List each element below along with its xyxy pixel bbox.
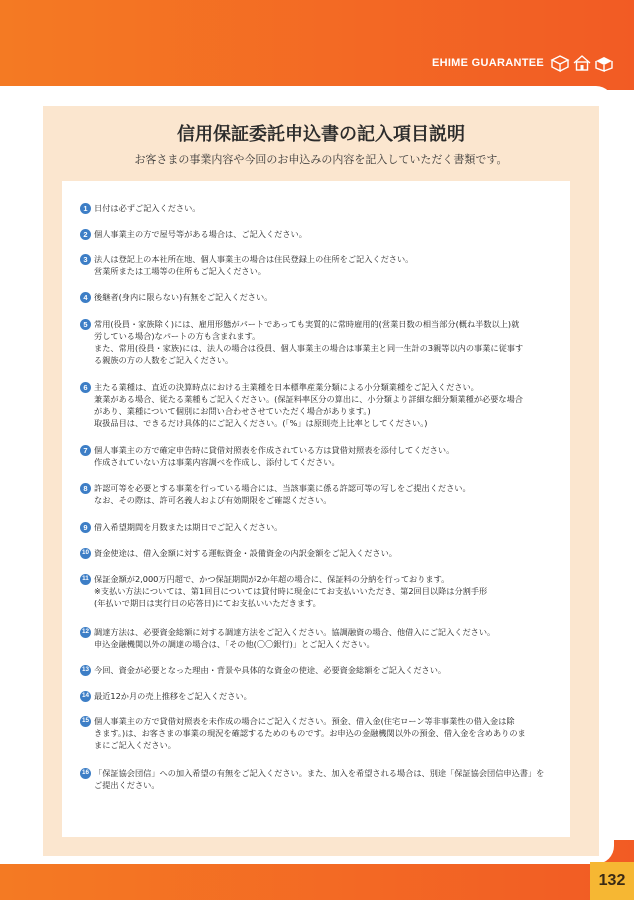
brand [432, 52, 614, 74]
item-line: 個人事業主の方で確定申告時に貸借対照表を作成されている方は貸借対照表を添付してください。 [94, 445, 455, 455]
building-icon [594, 54, 614, 72]
item-text [94, 547, 560, 559]
list-item [80, 715, 560, 751]
item-line: なお、その際は、許可名義人および有効期限をご確認ください。 [94, 495, 332, 505]
brand-icons [550, 54, 614, 72]
item-text [94, 291, 560, 303]
item-number-badge: 14 [80, 691, 91, 702]
item-number-badge: 1 [80, 203, 91, 214]
item-text [94, 253, 560, 277]
item-line: 営業所または工場等の住所もご記入ください。 [94, 266, 266, 276]
item-line: 後継者(身内に限らない)有無をご記入ください。 [94, 292, 273, 302]
list-item [80, 202, 560, 214]
list-item [80, 482, 560, 506]
item-line: 申込金融機関以外の調達の場合は、「その他(〇〇銀行)」とご記入ください。 [94, 639, 375, 649]
item-line: 日付は必ずご記入ください。 [94, 203, 201, 213]
item-line: 取扱品目は、できるだけ具体的にご記入ください。(「%」は原則売上比率としてください。) [94, 418, 428, 428]
item-number-badge: 6 [80, 382, 91, 393]
item-line: ご提出ください。 [94, 780, 160, 790]
page-subtitle: お客さまの事業内容や今回のお申込みの内容を記入していただく書類です。 [134, 153, 508, 166]
item-text [94, 444, 560, 468]
item-text [94, 690, 560, 702]
item-text [94, 318, 560, 366]
list-item [80, 664, 560, 676]
header-bar [0, 0, 634, 90]
page-title: 信用保証委託申込書の記入項目説明 [177, 124, 465, 145]
item-text [94, 482, 560, 506]
item-number-badge: 2 [80, 229, 91, 240]
house-icon [572, 54, 592, 72]
item-line: 作成されていない方は事業内容調べを作成し、添付してください。 [94, 457, 340, 467]
box-icon [550, 54, 570, 72]
item-number-badge: 9 [80, 522, 91, 533]
item-line: 兼業がある場合、従たる業種もご記入ください。(保証料率区分の算出に、小分類より詳細な細分類業種が必要な場合 [94, 394, 523, 404]
item-text [94, 664, 560, 676]
item-number-badge: 16 [80, 768, 91, 779]
list-item [80, 381, 560, 429]
item-line: 常用(役員・家族除く)には、雇用形態がパートであっても実質的に常時雇用的(営業日数の相当部分(概ね半数以上)就 [94, 319, 520, 329]
item-line: 個人事業主の方で屋号等がある場合は、ご記入ください。 [94, 229, 307, 239]
item-line: 「保証協会団信」への加入希望の有無をご記入ください。また、加入を希望される場合は、別途「保証協会団信申込書」を [94, 768, 545, 778]
item-number-badge: 13 [80, 665, 91, 676]
list-item [80, 521, 560, 533]
list-item [80, 318, 560, 366]
item-line: ※支払い方法については、第1回目については貸付時に現金にてお支払いいただき、第2回目以降は分割手形 [94, 586, 488, 596]
item-line: 調達方法は、必要資金総額に対する調達方法をご記入ください。協調融資の場合、他借入にご記入ください。 [94, 627, 496, 637]
item-number-badge: 5 [80, 319, 91, 330]
item-line: 法人は登記上の本社所在地、個人事業主の場合は住民登録上の住所をご記入ください。 [94, 254, 414, 264]
item-text [94, 573, 560, 609]
item-number-badge: 11 [80, 574, 91, 585]
item-text [94, 521, 560, 533]
list-item [80, 573, 560, 609]
list-item [80, 228, 560, 240]
item-number-badge: 12 [80, 627, 91, 638]
item-text [94, 626, 560, 650]
list-item [80, 253, 560, 277]
page-number: 132 [598, 872, 626, 889]
list-item [80, 444, 560, 468]
item-line: 主たる業種は、直近の決算時点における主業種を日本標準産業分類による小分類業種をご記入ください。 [94, 382, 479, 392]
item-text [94, 228, 560, 240]
item-text [94, 715, 560, 751]
list-item [80, 291, 560, 303]
item-line: があり、業種について個別にお問い合わせさせていただく場合があります。) [94, 406, 371, 416]
item-line: 労している場合)なパートの方も含まれます。 [94, 331, 261, 341]
item-number-badge: 8 [80, 483, 91, 494]
item-text [94, 767, 560, 791]
list-item [80, 547, 560, 559]
item-text [94, 202, 560, 214]
item-number-badge: 15 [80, 716, 91, 727]
item-line: まにご記入ください。 [94, 740, 176, 750]
brand-name: EHIME GUARANTEE [431, 57, 544, 69]
item-line: 許認可等を必要とする事業を行っている場合には、当該事業に係る許認可等の写しをご提出ください。 [94, 483, 471, 493]
list-item [80, 626, 560, 650]
page-number-tab [590, 862, 634, 900]
item-line: (年払いで期日は実行日の応答日)にてお支払いいただきます。 [94, 598, 321, 608]
item-line: る親族の方の人数をご記入ください。 [94, 355, 234, 365]
list-item [80, 767, 560, 791]
item-line: 今回、資金が必要となった理由・背景や具体的な資金の使途、必要資金総額をご記入ください。 [94, 665, 447, 675]
item-line: また、常用(役員・家族)には、法人の場合は役員、個人事業主の場合は事業主と同一生計の3親等以内の事業に従事す [94, 343, 524, 353]
item-line: 個人事業主の方で貸借対照表を未作成の場合にご記入ください。預金、借入金(住宅ローン等非事業性の借入金は除 [94, 716, 515, 726]
item-line: きます。)は、お客さまの事業の現況を確認するためのものです。お申込の金融機関以外の預金、借入金を含めありのま [94, 728, 526, 738]
item-number-badge: 4 [80, 292, 91, 303]
item-line: 保証金額が2,000万円超で、かつ保証期間が2か年超の場合に、保証料の分納を行っております。 [94, 574, 450, 584]
item-line: 最近12か月の売上推移をご記入ください。 [94, 691, 252, 701]
item-line: 資金使途は、借入金額に対する運転資金・設備資金の内訳金額をご記入ください。 [94, 548, 397, 558]
item-number-badge: 3 [80, 254, 91, 265]
item-number-badge: 10 [80, 548, 91, 559]
item-number-badge: 7 [80, 445, 91, 456]
item-line: 借入希望期間を月数または期日でご記入ください。 [94, 522, 283, 532]
item-text [94, 381, 560, 429]
list-item [80, 690, 560, 702]
